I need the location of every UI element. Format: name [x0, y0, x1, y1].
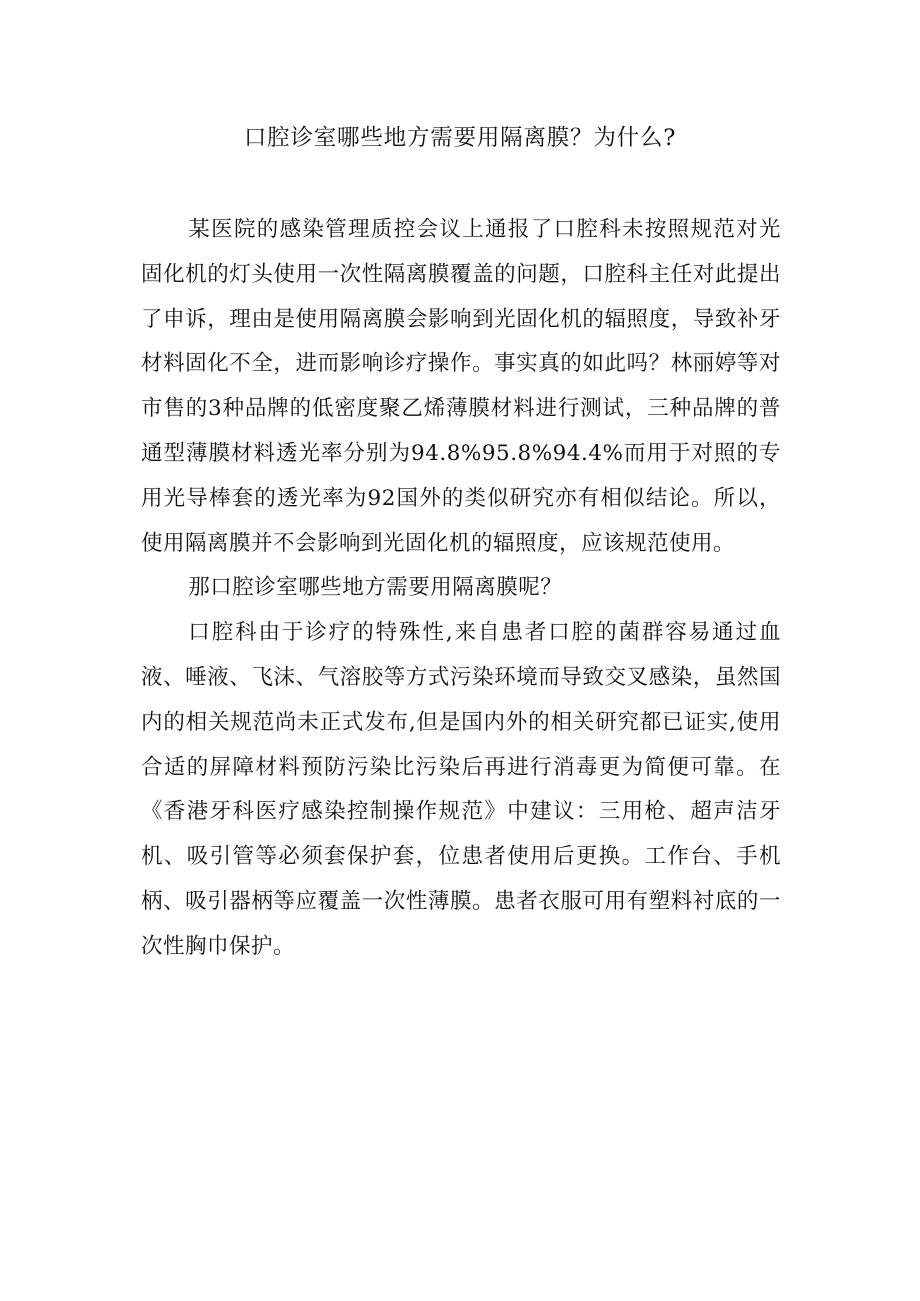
- document-title: 口腔诊室哪些地方需要用隔离膜？为什么?: [243, 125, 677, 151]
- paragraph-background: 某医院的感染管理质控会议上通报了口腔科未按照规范对光固化机的灯头使用一次性隔离膜覆盖的问题，口腔科主任对此提出了申诉，理由是使用隔离膜会影响到光固化机的辐照度，导致补牙材料固化不全，进而影响诊疗操作。事实真的如此吗？林丽婷等对市售的3种品牌的低密度聚乙烯薄膜材料进行测试，三种品牌的普通型薄膜材料透光率分别为94.8%95.8%94.4%而用于对照的专用光导棒套的透光率为92国外的类似研究亦有相似结论。所以，使用隔离膜并不会影响到光固化机的辐照度，应该规范使用。: [141, 217, 781, 556]
- document-body: [141, 208, 781, 970]
- paragraph-question: 那口腔诊室哪些地方需要用隔离膜呢？: [188, 575, 563, 601]
- paragraph-recommendations: 口腔科由于诊疗的特殊性,来自患者口腔的菌群容易通过血液、唾液、飞沫、气溶胶等方式污染环境而导致交叉感染，虽然国内的相关规范尚未正式发布,但是国内外的相关研究都已证实,使用合适的屏障材料预防污染比污染后再进行消毒更为简便可靠。在《香港牙科医疗感染控制操作规范》中建议：三用枪、超声洁牙机、吸引管等必须套保护套，位患者使用后更换。工作台、手机柄、吸引器柄等应覆盖一次性薄膜。患者衣服可用有塑料衬底的一次性胸巾保护。: [141, 620, 781, 959]
